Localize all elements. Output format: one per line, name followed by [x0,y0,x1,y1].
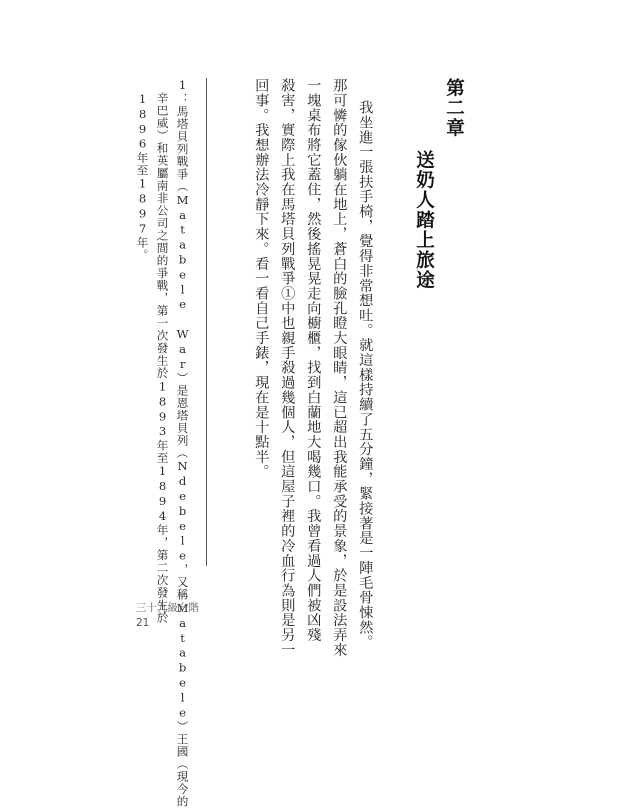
footer-book-title: 三十九級台階 [136,602,199,614]
chapter-number: 第二章 [443,78,465,138]
footnote-divider [206,78,207,566]
body-line-5: 回事。我想辦法冷靜下來。看一看自己手錶，現在是十點半。 [253,78,270,479]
footnote-line-1: 1：馬塔貝列戰爭（Matabele War）是恩塔貝列（Ndebele，又稱Matabele）王國（現今的 [175,78,190,808]
footnote-line-2: 辛巴威）和英屬南非公司之間的爭戰，第一次發生於1893年至1894年，第二次發生於 [155,92,170,624]
chapter-title: 送奶人踏上旅途 [413,150,435,290]
body-line-1: 我坐進一張扶手椅，覺得非常想吐。就這樣持續了五分鐘，緊接著是一陣毛骨悚然。 [357,100,374,650]
body-line-3: 一塊桌布將它蓋住，然後搖晃晃走向櫥櫃，找到白蘭地大喝幾口。我曾看過人們被凶殘 [305,78,322,643]
body-line-4: 殺害，實際上我在馬塔貝列戰爭①中也親手殺過幾個人，但這屋子裡的冷血行為則是另一 [279,78,296,658]
body-line-2: 那可憐的傢伙躺在地上，蒼白的臉孔瞪大眼睛，這已超出我能承受的景象，於是設法弄來 [331,78,348,658]
footer-page-number: 21 [136,617,150,629]
footnote-line-3: 1896年至1897年。 [135,92,150,262]
